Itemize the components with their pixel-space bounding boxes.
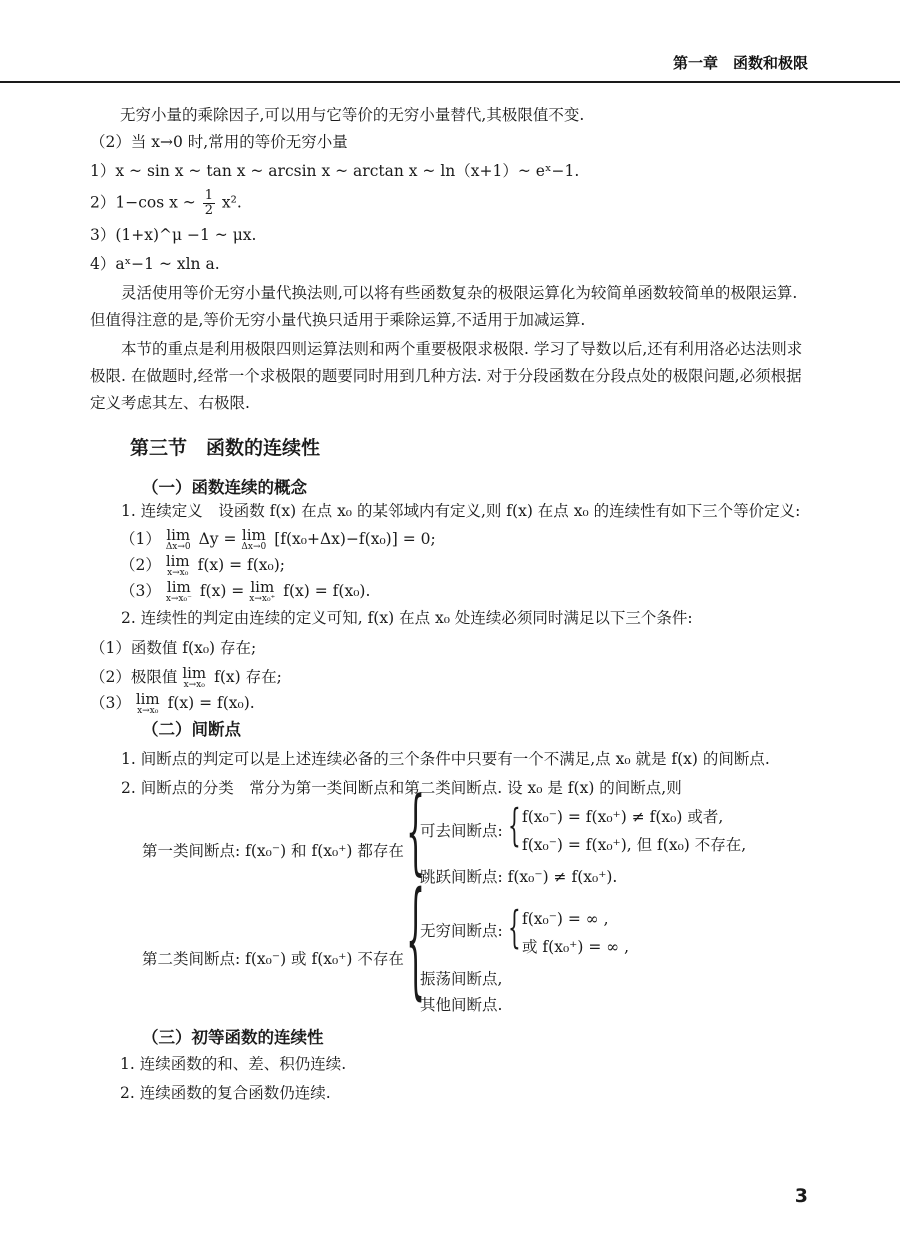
equiv-2: [90, 189, 810, 218]
running-header: 第一章 函数和极限: [672, 54, 808, 72]
equiv-1: 1）x ~ sin x ~ tan x ~ arcsin x ~ arctan x ~ ln（x+1）~ eˣ−1.: [90, 162, 580, 180]
lim-7: [136, 692, 160, 716]
fraction-den: 2: [204, 203, 213, 218]
lim-sub: x→x₀: [167, 568, 189, 578]
cond-3-pre: （3）: [90, 694, 131, 712]
lim-sub: x→x₀: [183, 680, 205, 690]
equiv-4: 4）aˣ−1 ~ xln a.: [90, 255, 220, 273]
removable-case-1: f(x₀⁻) = f(x₀⁺) ≠ f(x₀) 或者,: [522, 808, 724, 826]
lim-word: lim: [241, 526, 266, 544]
lim-sub: Δx→0: [241, 542, 267, 552]
para-focus: 本节的重点是利用极限四则运算法则和两个重要极限求极限. 学习了导数以后,还有利用洛必达法则求极限. 在做题时,经常一个求极限的题要同时用到几种方法. 对于分段函数在分段点处的极限问题,必须根据定义考虑其左、右极限.: [90, 340, 803, 412]
lim-sub: x→x₀⁻: [165, 594, 192, 604]
def-2-end: f(x) = f(x₀);: [197, 556, 286, 574]
cond-3-end: f(x) = f(x₀).: [167, 694, 255, 712]
def-1-num: （1）: [120, 530, 161, 548]
lim-1: [166, 528, 191, 552]
fraction-num: 1: [204, 188, 213, 203]
elem-cont-2: 2. 连续函数的复合函数仍连续.: [120, 1084, 331, 1102]
discontinuity-classes: 2. 间断点的分类 常分为第一类间断点和第二类间断点. 设 x₀ 是 f(x) 的间断点,则: [121, 779, 682, 797]
equiv-2-post: x².: [221, 193, 242, 212]
cond-2-end: f(x) 存在;: [214, 668, 282, 686]
oscillating-label: 振荡间断点,: [420, 970, 503, 988]
part2-title: （二）间断点: [142, 720, 241, 739]
infinite-case-2: 或 f(x₀⁺) = ∞ ,: [522, 938, 630, 956]
lim-sub: x→x₀: [137, 706, 159, 716]
lim-word: lim: [250, 578, 275, 596]
infinite-case-1: f(x₀⁻) = ∞ ,: [522, 910, 609, 928]
brace-inner-2: {: [508, 902, 521, 954]
page-body: [90, 104, 810, 1105]
lim-sub: x→x₀⁺: [249, 594, 276, 604]
continuity-judge: 2. 连续性的判定由连续的定义可知, f(x) 在点 x₀ 处连续必须同时满足以下三个条件:: [121, 609, 693, 627]
discontinuity-judge: 1. 间断点的判定可以是上述连续必备的三个条件中只要有一个不满足,点 x₀ 就是 f(x) 的间断点.: [121, 750, 770, 768]
page-number: 3: [794, 1185, 808, 1207]
lim-6: [182, 666, 206, 690]
infinite-label: 无穷间断点:: [420, 922, 503, 940]
continuity-def: 1. 连续定义 设函数 f(x) 在点 x₀ 的某邻域内有定义,则 f(x) 在点 x₀ 的连续性有如下三个等价定义:: [121, 502, 801, 520]
def-1-end: [f(x₀+Δx)−f(x₀)] = 0;: [274, 530, 436, 548]
first-kind-label: 第一类间断点: f(x₀⁻) 和 f(x₀⁺) 都存在: [142, 842, 404, 860]
lim-3: [166, 554, 190, 578]
def-1-mid: Δy =: [198, 530, 237, 548]
cond-2-pre: （2）极限值: [90, 668, 178, 686]
header-rule: [0, 81, 900, 83]
lim-sub: Δx→0: [165, 542, 191, 552]
equiv-3: 3）(1+x)^μ −1 ~ μx.: [90, 226, 257, 244]
def-3: [120, 580, 810, 604]
fraction-half: [203, 189, 215, 218]
jump-label: 跳跃间断点: f(x₀⁻) ≠ f(x₀⁺).: [420, 868, 618, 886]
def-2-num: （2）: [120, 556, 161, 574]
other-label: 其他间断点.: [420, 996, 503, 1014]
brace-outer-2: {: [406, 866, 426, 1014]
intro-line1: 无穷小量的乘除因子,可以用与它等价的无穷小量替代,其极限值不变.: [120, 106, 585, 124]
cond-3: [90, 692, 810, 716]
brace-outer-1: {: [406, 777, 426, 887]
lim-word: lim: [135, 690, 160, 708]
lim-4: [166, 580, 192, 604]
removable-label: 可去间断点:: [420, 822, 503, 840]
cond-2: [90, 666, 810, 690]
para-equiv: 灵活使用等价无穷小量代换法则,可以将有些函数复杂的极限运算化为较简单函数较简单的极限运算. 但值得注意的是,等价无穷小量代换只适用于乘除运算,不适用于加减运算.: [90, 284, 798, 329]
lim-word: lim: [166, 526, 191, 544]
lim-word: lim: [166, 578, 191, 596]
equiv-2-pre: 2）1−cos x ~: [90, 193, 196, 212]
elem-cont-1: 1. 连续函数的和、差、积仍连续.: [120, 1055, 347, 1073]
def-3-mid: f(x) =: [199, 582, 245, 600]
def-1: [120, 528, 810, 552]
intro-item2: （2）当 x→0 时,常用的等价无穷小量: [90, 133, 348, 151]
def-2: [120, 554, 810, 578]
cond-1: （1）函数值 f(x₀) 存在;: [90, 639, 257, 657]
lim-word: lim: [165, 552, 190, 570]
brace-inner-1: {: [508, 800, 521, 852]
part1-title: （一）函数连续的概念: [142, 478, 307, 497]
part3-title: （三）初等函数的连续性: [142, 1028, 324, 1047]
def-3-num: （3）: [120, 582, 161, 600]
section-title: 第三节 函数的连续性: [130, 437, 321, 459]
lim-2: [241, 528, 266, 552]
second-kind-label: 第二类间断点: f(x₀⁻) 或 f(x₀⁺) 不存在: [142, 950, 404, 968]
lim-5: [249, 580, 275, 604]
def-3-end: f(x) = f(x₀).: [283, 582, 371, 600]
removable-case-2: f(x₀⁻) = f(x₀⁺), 但 f(x₀) 不存在,: [522, 836, 747, 854]
lim-word: lim: [182, 664, 207, 682]
